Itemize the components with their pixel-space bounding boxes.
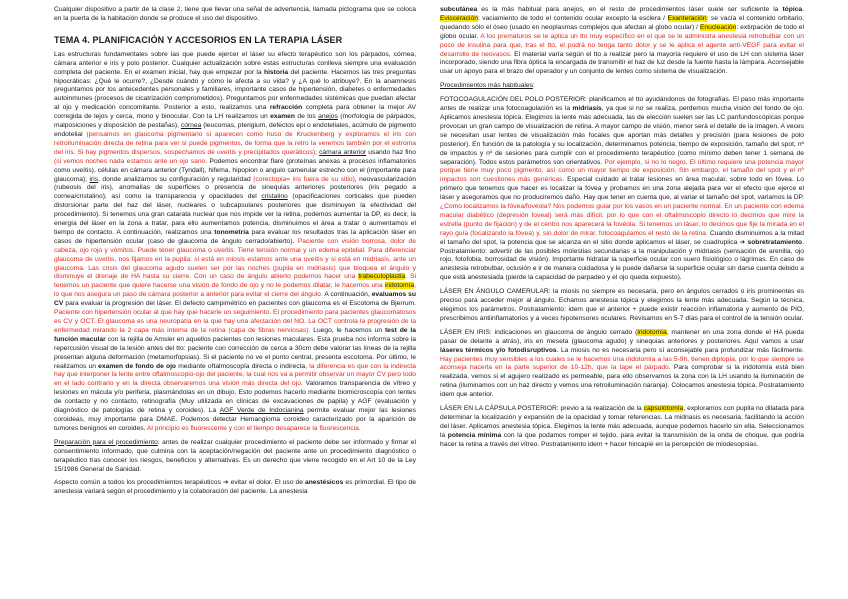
text-run: : vaciamiento de todo el contenido ocular excepto la esclera / [477,14,668,22]
text-run: Aspecto común a todos los procedimientos terapéuticos ➔ evitar el dolor. El uso de [54,479,305,487]
highlighted-term: iridotomía [637,328,667,336]
text-run: mediante oftalmoscopía directa o indirecta, [176,362,310,370]
procedures-title: Procedimientos más habituales: [440,82,535,90]
text-run: con la que podamos romper el tejido, para evitar la transmisión de la onda de choque, que podría hacer la retina a través del vítreo. Postratamiento idem + hacer hincapié en la percepción de miodesopsias. [440,431,804,448]
text-run: Luego, le hacemos un [310,326,385,334]
bold-text: láseres térmicos y/o fotodisruptivos [440,346,557,354]
underlined-text: iris [89,175,99,183]
preparation-paragraph [54,439,416,475]
red-text: A los prematuros se le aplica un tto muy específico en el que se le administra anestesia retrobulbar con un poco de insulina para que, tras el tto, el podrá no tenga tanto dolor y se le aplica el agente anti-VEGF para evitar el desarrollo de neovasos. [440,32,804,58]
text-run: completa para obtener la mejor AV corregida de lejos y cerca, mono y binocular. Con la LH realizamos un [54,104,416,121]
bold-text: examen [270,113,295,121]
text-run: , donde analizamos su configuración y regularidad [98,175,254,183]
text-run: LÁSER EN ÁNGULO CAMERULAR: la miosis no siempre es necesaria, pero en ángulos cerrados o iris prominentes es preciso para acceder mejor al ángulo. Echamos anestesia tópica y elegimos la lente más adecuada. Según la técnica, elegimos los parámetros. Postratamiento: idem que el anterior + puede existir reacción inflamatoria y aumento de PIO, prescribimos antiinflamatorios y a veces hipotensores oculares. Revisamos en 5-7 días para el control de la tensión ocular. [440,288,804,322]
text-run: permite evaluar mejor las lesiones coroideas, muy importante para DMAE. Podemos detectar Hemangioma coroideo caracterizado por la aparición de tumores benignos en coroides. [54,407,416,432]
underlined-text: AGF Verde de Indocianina [219,407,304,415]
polo-posterior-paragraph [440,96,804,283]
red-text: ¿Como localizamos la fóvea/fovéola? Nos podemos guiar por los vasos en un paciente normal. En un paciente con edema macular diabético (depresión foveal) será más difícil, por lo que con el oftalmoscopio directo lo decimos que mire la estrella (punto de fijación) y de el centro nos aparecerá la fovéola. Si tenemos un láser, lo decimos que fije la mirada en el rayo guía (focalizando la fóvea) y, sin dolor de mirar, fotocoagulamos el resto de la retina. [440,203,804,237]
red-text: (si vemos noches nada estamos ante un ojo sano. [54,157,208,165]
red-text: . Si tenemos un paciente que quiere hacerse una visión de fondo de ojo y no le podemos dilatar, le hacemos una [54,273,416,290]
bold-text: evaluamos su CV [54,291,416,308]
red-text: la diferencia es que con la indirecta hay que interponer la lente entre oftalmoscopio-ojo del paciente, la cual nos va a permitir observar un mayor CV pero todo en el lado contrario y en la directa observaremos una visión más directa del ojo. [54,362,416,388]
text-run: Cualquier dispositivo a partir de la clase 2, tiene que llevar una señal de advertencia, llamada pictograma que se coloca en la puerta de la habitación donde se produce el uso del dispositivo. [54,6,416,22]
highlighted-term: iridotomía [384,282,415,290]
underlined-text: córnea [180,122,202,130]
text-run: FOTOCOAGULACIÓN DEL POLO POSTERIOR: planificamos el tto ayudándonos de fotografías. El paso más importante antes de realizar una fotocoagulación es la [440,96,804,113]
bold-text: test de la función macular [54,326,416,343]
bold-text: subcutánea [440,6,478,13]
text-run: . Postratamiento: advertir de las posibles molestias secundarias a la manipulación y midriasis (sensación de arenilla, ojo rojo, fotofobia, borrosidad de visión). Importante hidratar la superficie ocular con suero fisiológico o lágrimas. En caso de anestesia retrobulbar, oclusión e ir de manera cuidadosa y le puede dañarse la superficie ocular sin darse cuenta debido a que está anestesiada (pierde la capacidad de parpadeo y el ojo queda expuesto). [440,238,804,282]
text-run: usando haz fino [366,148,416,156]
text-run: : extirpación de todo el globo ocular. [440,23,804,40]
red-text: Paciente con hipertensión ocular al que hay que hacerle un seguimiento. El procedimiento para pacientes glaucomatosos es CV y OCT. El glaucoma es una neuropatía en la que hay una afectación del NO. La OCT controla la progresión de la enfermedad mirando la 2 capa más interna de la retina (capa de fibras nerviosas). [54,309,416,334]
text-run: para evaluar la progresión del láser. El defecto campimétrico en pacientes con glaucoma es el Escotoma de Bjerrum. [63,300,416,308]
text-run: para evaluar los resultados tras la aplicación láser en casos de hipertensión ocular (caso de glaucoma de ángulo cerrado/abierto). [54,228,416,245]
intro-paragraph [54,6,416,24]
text-run: ; [315,148,320,156]
bold-text: tonometría [214,228,249,236]
highlighted-term: Exanteración [667,14,707,22]
red-text: (corectopia= iris fuera de su sitio) [253,175,355,183]
red-text: Paciente con visión borrosa, dolor de cabeza, ojo rojo y vómitos. Puede tener glaucoma o uveítis. Tiene tensión normal y un edema epitelial. Para diferenciar glaucoma de uveítis, nos fijamos en la pupila: si está en miosis estamos ante una uveítis y si está en midriasis, ante un glaucoma. Las crisis del glaucoma agudo suelen ser por las noches (pupila en midriasis) que bloquea el ángulo y disminuye el drenaje de HA hasta su cierre. Con un caso de ángulo abierto podemos hacer una [54,237,416,281]
highlighted-term: trabeculoplastia [358,273,406,281]
bold-text: refracción [269,104,303,112]
underlined-text: Preparación para el procedimiento [54,438,158,446]
text-run: , exploramos con pupila no dilatada para determinar la localización y expansión de la opacidad y tomar referencias. La midriasis es necesaria, facilitando la acción del láser. Aplicamos anestesia tópica. Elegimos la lente más adecuada, aunque podemos hacerlo sin ella. Seleccionamos la [440,405,804,439]
text-run: . [802,6,804,13]
highlighted-term: Evisceración [440,14,478,22]
text-run: es la más habitual para anejos, en el resto de procedimientos láser suele ser suficiente la [477,6,783,13]
text-run: es primordial. El tipo de anestesia variará según el procedimiento y la colaboración del paciente. La anestesia [54,479,416,496]
bold-text: examen de fondo de ojo [98,362,177,370]
bold-text: anestésicos [305,479,344,487]
underlined-text: cristalino [261,193,288,201]
laser-iris-paragraph [440,329,804,400]
right-column [440,6,804,595]
evaluation-paragraph [54,51,416,434]
bold-text: historia [263,68,289,76]
text-run: LÁSER EN IRIS: indicaciones en glaucoma de ángulo cerrado ( [440,328,638,336]
bold-text: potencia mínima [447,431,502,439]
text-run: , mantener en una zona donde el HA pueda pasar de delante a atrás), iris en meseta (glaucoma agudo) y sinequias anteriores y posteriores. Aquí vamos a usar [440,328,804,345]
bold-text: midriasis [572,105,602,113]
text-run: El material varía según el tto a realizar pero la mayoría requiere el uso de LH con sistema láser incorporado, siendo una fibra óptica la encargada de transmitir el haz de luz desde la fuente hasta la lámpara. Aconsejable usar un apoyo para el brazo del operador y un conjunto de lentes como sistema de visualización. [440,50,804,76]
left-column [54,6,416,595]
text-run: con la rejilla de Amsler en aquellos pacientes con lesiones maculares. Esta prueba nos informa sobre la repercusión visual de la lesión antes del tto: paciente con corrección de cerca a 30cm debe valorar las líneas de la rejilla presentan alguna deformación (metamorfopsias). Si el paciente no ve el punto central, presenta escotoma. Por último, le realizamos un [54,335,416,370]
text-run: (leucomas, pterigium, defectos epi o endoteliales, acúmulo de pigmento endotelial [54,122,416,138]
bold-text: tópica [782,6,803,13]
procedures-title-text: Procedimientos más habituales [440,82,533,90]
text-run: Valoramos transparencia de vítreo y lesiones en mácula y/o periferia, plasmándolas en un dibujo. Esto podemos hacerlo mediante biomicroscopía con lentes de contacto y no contacto, retinografía (Muy utilizada en clínicas de excavaciones de papila) y AGF (evaluación y diagnóstico de patologías de retina y coroides). La [54,380,416,415]
red-text: Por ejemplo, si no lo negro. El último requiere una potencia mayor porque tiene muy poco pigmento, así como un mayor tiempo de exposición. Sin embargo, el tamaño del spot y el nº impactos son cuestiones más genéricas. [440,158,804,184]
text-run: del paciente. Hacemos las tres preguntas hipocráticas: ¿Qué le ocurre?, ¿Desde cuándo y cómo le afecta a su vida? y ¿A qué lo atribuye?. En la anamnesis preguntamos por los antecedentes personales y familiares, importante casos de hipertensión, diabetes o enfermedades autoinmunes (procesos de cicatrización comprometidos). Preguntamos por enfermedades sistémicas que puedan afectar al ojo y medicación concomitante. Posterior a esto, realizamos una [54,68,416,112]
text-run: Las estructuras fundamentales sobre las que puede ejercer el láser su efecto terapéutico son los párpados, córnea, cámara anterior e iris y polo posterior. Cualquier actualización sobre estas estructuras conlleva siempre una evaluación completa del paciente. En el examen inicial, hay que empezar por la [54,50,416,76]
text-run: Podemos encontrar flare (proteínas anexas a procesos inflamatorios como uveítis), células en cámara anterior (Tyndall), hifema, hipopion o angulo camerular estrecho con el (importante para glaucoma); [54,157,416,183]
text-run: Para comprobar si la iridotomía está bien realizada, vemos si el agujero realizado es permeable, para ello observamos la zona con la LH usando la iluminación de retina (iluminamos con un haz directo y vemos una retroiluminación naranja). Colocamos anestesia tópica. Postratamiento idem que anterior. [440,364,804,399]
text-run: (opacificaciones corticales que pueden distorsionar parte del haz del láser, nucleares o subcapsulares posteriores que disminuyen la efectividad del procedimiento). Si tenemos una gran catarata nuclear que nos impide ver la retina, podemos aumentar la DP, es decir, la energía del láser en la zona a tratar, para ello aumentamos potencia, disminuimos el área a tratar o aumentamos el tiempo de contacto. A continuación, realizamos una [54,193,416,236]
text-run: LÁSER EN LA CÁPSULA POSTERIOR: previo a la realización de la [440,405,644,413]
text-run: : se vacía el contenido orbitario, quedando sólo el óseo (usado en neoplasmas complejos que afectan al globo ocular) / [440,14,804,31]
text-run: Especial cuidado al tratar lesiones en área macular, sobre todo en fóvea. Lo primero que tenemos que hacer es localizar la fóvea y probamos en una zona alejada para ver el efecto que ejerce el láser y aseguramos que no produciremos daño. Hay que tener en cuenta que, al variar el tamaño del spot, variamos la DP. [440,176,804,202]
underlined-text: anejos [318,113,338,121]
highlighted-term: capsulotomía [643,405,684,413]
text-run: , ya que si no se realiza, perdemos mucha visión del fondo de ojo. Aplicamos anestesia tópica. Elegimos la lente más adecuada, las de elección suelen ser las LC panfundoscópicas porque provocan un gran campo de visualización de retina. A mayor campo de visión, menor será el detalle de la imagen. A veces se necesitan usar lentes de visualización más focales que aportan más detalles y precisión (para lesiones de polo posterior). En función de la patología y su localización, determinamos potencia, tiempo de exposición, tamaño del spot, nº de impactos y nº de sesiones para cumplir con el procedimiento terapéutico (como mínimo deben tener 1 semana de separación). Todos estos parámetros son orientativos. [440,105,804,166]
text-run: (morfología de párpados, malposiciones y disposición de pestañas), [54,113,416,130]
red-text: Hay pacientes muy sensibles a los cuales se le hacemos una iridotomía a las 5-9h, tienen diplopía, por lo que siempre se aconseja hacerla en la parte superior de 10-12h, que la tape el párpado. [440,355,804,372]
anesthesia-continued-paragraph [440,6,804,77]
text-run: . La miosis no es necesaria pero sí aconsejable para profundizar más fácilmente. [556,346,804,354]
capsula-posterior-paragraph [440,405,804,450]
red-text: , lo que nos asegura un paso de cámara posterior a anterior para evitar el cierre del ángulo. [54,282,416,299]
text-run: A continuación, [322,291,372,299]
text-run: de los [295,113,319,121]
highlighted-term: Enucleación [699,23,737,31]
red-text: Al principio es fluorescente y con el tiempo desaparece la fluorescencia. [146,424,361,432]
text-run: Cuando disminuimos a la mitad el tamaño del spot, la potencia que se alcanza en el sitio donde aplicamos el láser, se cuadruplica ➔ [440,229,804,246]
anesthesia-paragraph [54,479,416,497]
section-heading: TEMA 4. PLANIFICACIÓN Y ACCESORIOS EN LA TERAPIA LÁSER [54,34,343,45]
underlined-text: cámara anterior [319,148,367,156]
angulo-camerular-paragraph [440,288,804,324]
text-run: , neovascularización (rubeosis del iris), anomalías de superficies o presencia de sinequias anteriores posteriores (iris pegado a cornea/cristalino); así como la transparencia y opacidades del [54,175,416,201]
text-run: : antes de realizar cualquier procedimiento el paciente debe ser informado y firmar el consentimiento informado, que culmina con la aceptación/negación del paciente ante un procedimiento diagnóstico o terapéutico tras conocer los riesgos, beneficios y alternativas. Es un derecho que viene recogido en el Art 10 de la Ley 15/1986 General de Sanidad. [54,438,416,473]
red-text: (pensamos en glaucoma pigmentario si aparecen como huso de Kruckenberg y exploramos el iris con retroiluminación directa de retina para ver si puede pigmentos, de forma que la retro la veremos también por el estroma del iris. Si hay pigmentos dispersos, sospechamos de uveítis y precipitados queráticos) [54,130,416,156]
bold-text: sobretratamiento [747,238,803,246]
